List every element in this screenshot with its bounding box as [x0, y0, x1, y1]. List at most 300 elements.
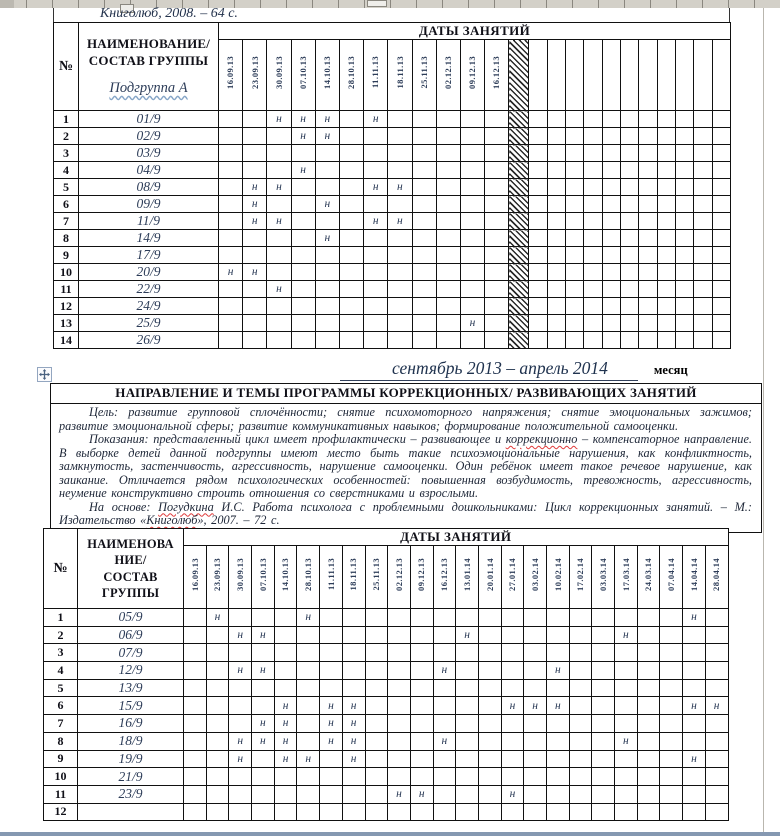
attendance-cell: н — [683, 697, 706, 715]
empty-cell — [620, 145, 638, 162]
paragraph-text: представленный цикл имеет профилактически – развивающее и — [153, 432, 506, 446]
empty-cell — [602, 162, 620, 179]
paragraph-lead: Цель: — [89, 405, 129, 419]
group-code-cell: 26/9 — [79, 332, 219, 349]
date-header-cell — [436, 40, 460, 111]
attendance-cell — [637, 732, 660, 750]
attendance-cell — [342, 662, 365, 680]
attendance-cell: н — [229, 732, 252, 750]
attendance-cell — [388, 803, 411, 821]
hatched-column-cell — [509, 264, 529, 281]
attendance-cell — [524, 662, 547, 680]
date-label: 11.11.13 — [370, 56, 381, 89]
attendance-cell — [388, 281, 412, 298]
attendance-cell — [705, 803, 728, 821]
empty-cell — [602, 213, 620, 230]
attendance-cell — [291, 213, 315, 230]
empty-cell — [529, 264, 547, 281]
empty-cell — [694, 315, 712, 332]
attendance-cell — [615, 750, 638, 768]
date-header-cell — [412, 40, 436, 111]
attendance-cell — [315, 145, 339, 162]
attendance-cell — [660, 644, 683, 662]
attendance-cell — [637, 679, 660, 697]
attendance-cell: н — [320, 697, 343, 715]
attendance-cell — [485, 145, 509, 162]
attendance-cell — [436, 128, 460, 145]
date-header-cell — [252, 546, 275, 609]
attendance-cell — [460, 111, 484, 128]
attendance-cell — [267, 298, 291, 315]
attendance-cell — [219, 111, 243, 128]
date-label: 03.02.14 — [529, 558, 540, 591]
attendance-cell — [252, 803, 275, 821]
empty-column-header-cell — [602, 40, 620, 111]
attendance-cell — [339, 247, 363, 264]
row-number-header: № — [54, 23, 79, 111]
group-code-cell: 18/9 — [78, 732, 184, 750]
attendance-cell: н — [252, 732, 275, 750]
attendance-cell — [524, 732, 547, 750]
attendance-cell — [297, 662, 320, 680]
attendance-cell — [524, 803, 547, 821]
date-header-cell — [637, 546, 660, 609]
attendance-cell — [252, 697, 275, 715]
attendance-cell — [547, 715, 570, 733]
empty-cell — [657, 298, 675, 315]
empty-cell — [584, 145, 602, 162]
attendance-cell — [436, 196, 460, 213]
attendance-cell — [569, 715, 592, 733]
attendance-cell — [683, 679, 706, 697]
attendance-cell — [433, 768, 456, 786]
empty-cell — [584, 213, 602, 230]
attendance-cell: н — [267, 281, 291, 298]
attendance-cell — [243, 111, 267, 128]
attendance-cell — [297, 785, 320, 803]
attendance-cell — [297, 715, 320, 733]
empty-cell — [529, 230, 547, 247]
attendance-cell — [388, 264, 412, 281]
attendance-cell — [339, 230, 363, 247]
attendance-cell: н — [410, 785, 433, 803]
paragraph-text: – компенсаторное направление. В выборке детей данной подгруппы имеют место быть такие психоэмоциональные нарушения, как конфликтность, замкнутость, застенчивость, агрессивность, нарушение самооценки. Один ребёнок имеет такое речевое нарушение, как заикание. Отличается рядом психологических особенностей: повышенная возбудимость, тревожность, агрессивность, неумение конструктивно строить отношения со сверстниками и взрослыми. — [59, 432, 752, 500]
attendance-cell: н — [315, 111, 339, 128]
empty-cell — [547, 247, 565, 264]
group-code-cell: 08/9 — [79, 179, 219, 196]
date-header-cell — [365, 546, 388, 609]
empty-column-header-cell — [565, 40, 583, 111]
attendance-cell — [705, 679, 728, 697]
attendance-cell — [485, 332, 509, 349]
attendance-cell — [524, 626, 547, 644]
empty-cell — [529, 179, 547, 196]
empty-cell — [694, 230, 712, 247]
empty-cell — [547, 128, 565, 145]
empty-cell — [565, 298, 583, 315]
table-move-handle-icon[interactable] — [37, 367, 52, 382]
attendance-cell — [243, 315, 267, 332]
attendance-cell: н — [297, 609, 320, 627]
attendance-cell — [705, 750, 728, 768]
attendance-cell: н — [388, 785, 411, 803]
empty-cell — [676, 179, 694, 196]
date-label: 02.12.13 — [443, 56, 454, 89]
empty-cell — [602, 281, 620, 298]
date-label: 28.04.14 — [711, 558, 722, 591]
attendance-cell — [339, 315, 363, 332]
attendance-cell: н — [267, 213, 291, 230]
attendance-cell — [297, 803, 320, 821]
date-header-cell — [267, 40, 291, 111]
attendance-cell — [364, 315, 388, 332]
attendance-cell — [456, 803, 479, 821]
empty-cell — [565, 128, 583, 145]
empty-cell — [639, 264, 657, 281]
attendance-cell: н — [274, 750, 297, 768]
attendance-cell — [388, 247, 412, 264]
attendance-cell — [342, 803, 365, 821]
empty-cell — [657, 213, 675, 230]
group-name-header-line: НИЕ/ — [114, 553, 147, 568]
table-row — [54, 128, 731, 145]
attendance-cell — [291, 179, 315, 196]
attendance-cell — [478, 750, 501, 768]
attendance-cell — [501, 768, 524, 786]
row-number-cell: 10 — [44, 768, 78, 786]
table-row — [54, 162, 731, 179]
attendance-cell — [267, 247, 291, 264]
empty-cell — [694, 128, 712, 145]
attendance-cell — [436, 281, 460, 298]
row-number-cell: 6 — [54, 196, 79, 213]
month-range: сентябрь 2013 – апрель 2014 — [340, 358, 638, 381]
ruler-corner — [0, 0, 14, 8]
empty-cell — [712, 247, 730, 264]
attendance-cell — [592, 768, 615, 786]
attendance-cell — [297, 679, 320, 697]
date-header-cell — [478, 546, 501, 609]
attendance-cell — [436, 247, 460, 264]
attendance-cell: н — [683, 750, 706, 768]
attendance-cell — [410, 626, 433, 644]
table-row — [44, 697, 729, 715]
attendance-cell — [705, 644, 728, 662]
attendance-cell — [252, 750, 275, 768]
empty-column-header-cell — [529, 40, 547, 111]
attendance-cell — [291, 196, 315, 213]
attendance-cell — [460, 264, 484, 281]
attendance-cell — [683, 785, 706, 803]
attendance-cell — [637, 662, 660, 680]
attendance-cell — [436, 332, 460, 349]
attendance-cell — [569, 750, 592, 768]
hatched-column-cell — [509, 196, 529, 213]
row-number-cell: 5 — [44, 679, 78, 697]
row-number-cell: 11 — [54, 281, 79, 298]
date-header-cell — [433, 546, 456, 609]
empty-cell — [676, 332, 694, 349]
date-label: 16.12.13 — [491, 56, 502, 89]
reference-line: Книголюб, 2008. – 64 с. — [100, 6, 238, 21]
ruler-column-marker[interactable] — [367, 0, 387, 7]
attendance-cell — [291, 298, 315, 315]
misspelled-word: Книголюб — [146, 513, 198, 527]
empty-cell — [620, 264, 638, 281]
attendance-cell — [206, 662, 229, 680]
empty-cell — [547, 264, 565, 281]
empty-cell — [639, 315, 657, 332]
empty-cell — [547, 332, 565, 349]
attendance-cell — [206, 644, 229, 662]
attendance-cell — [364, 247, 388, 264]
date-label: 09.12.13 — [416, 558, 427, 591]
empty-cell — [712, 298, 730, 315]
attendance-cell — [660, 732, 683, 750]
attendance-cell — [365, 750, 388, 768]
empty-cell — [657, 332, 675, 349]
date-header-cell — [660, 546, 683, 609]
attendance-cell — [592, 715, 615, 733]
attendance-cell — [342, 679, 365, 697]
attendance-cell: н — [342, 732, 365, 750]
attendance-cell — [524, 609, 547, 627]
empty-cell — [712, 281, 730, 298]
attendance-cell: н — [274, 715, 297, 733]
paragraph-text: развитие групповой сплочённости; снятие психомоторного напряжения; снятие эмоциональных зажимов; развитие эмоциональной сферы; развитие коммуникативных навыков; формирование положительной самооценки. — [59, 405, 752, 433]
empty-cell — [712, 162, 730, 179]
attendance-cell — [388, 715, 411, 733]
attendance-cell — [433, 679, 456, 697]
attendance-cell — [485, 196, 509, 213]
program-paragraph — [59, 406, 752, 433]
table-row — [44, 715, 729, 733]
attendance-cell — [315, 162, 339, 179]
attendance-cell — [460, 179, 484, 196]
attendance-cell — [436, 230, 460, 247]
attendance-cell — [320, 785, 343, 803]
attendance-cell — [320, 679, 343, 697]
attendance-cell — [229, 803, 252, 821]
empty-cell — [620, 230, 638, 247]
attendance-cell — [524, 785, 547, 803]
attendance-cell — [410, 644, 433, 662]
empty-cell — [657, 196, 675, 213]
attendance-cell — [274, 644, 297, 662]
date-label: 11.11.13 — [325, 558, 336, 591]
attendance-cell — [460, 230, 484, 247]
date-header-cell — [339, 40, 363, 111]
attendance-cell — [592, 626, 615, 644]
attendance-cell — [460, 298, 484, 315]
table-row — [44, 785, 729, 803]
attendance-cell — [320, 768, 343, 786]
empty-cell — [676, 230, 694, 247]
attendance-cell — [683, 715, 706, 733]
empty-cell — [657, 111, 675, 128]
attendance-cell — [219, 145, 243, 162]
program-paragraph — [59, 501, 752, 528]
attendance-cell — [524, 644, 547, 662]
attendance-cell — [412, 162, 436, 179]
attendance-cell — [206, 803, 229, 821]
attendance-cell: н — [547, 662, 570, 680]
table-row — [44, 750, 729, 768]
empty-cell — [620, 281, 638, 298]
attendance-cell — [388, 626, 411, 644]
attendance-cell: н — [364, 179, 388, 196]
attendance-cell — [412, 247, 436, 264]
date-label: 25.11.13 — [418, 56, 429, 89]
attendance-cell — [433, 697, 456, 715]
attendance-cell — [206, 785, 229, 803]
date-label: 14.10.13 — [322, 56, 333, 89]
group-code-cell: 09/9 — [79, 196, 219, 213]
attendance-cell: н — [315, 196, 339, 213]
date-label: 28.10.13 — [303, 558, 314, 591]
attendance-cell — [184, 785, 207, 803]
date-header-cell — [683, 546, 706, 609]
attendance-cell — [478, 697, 501, 715]
table-row — [44, 768, 729, 786]
attendance-cell — [456, 609, 479, 627]
attendance-cell — [252, 679, 275, 697]
attendance-cell: н — [364, 213, 388, 230]
attendance-cell: н — [291, 111, 315, 128]
attendance-cell — [364, 264, 388, 281]
attendance-cell — [219, 162, 243, 179]
group-name-header — [79, 23, 219, 111]
attendance-cell: н — [342, 697, 365, 715]
attendance-cell — [460, 196, 484, 213]
empty-cell — [565, 332, 583, 349]
attendance-cell — [485, 128, 509, 145]
attendance-cell — [267, 145, 291, 162]
date-header-cell — [342, 546, 365, 609]
row-number-cell: 4 — [44, 662, 78, 680]
attendance-cell — [184, 626, 207, 644]
attendance-cell: н — [342, 750, 365, 768]
attendance-cell — [410, 609, 433, 627]
hatched-column-cell — [509, 40, 529, 111]
empty-cell — [529, 281, 547, 298]
attendance-cell — [243, 128, 267, 145]
empty-cell — [639, 111, 657, 128]
empty-cell — [584, 162, 602, 179]
date-label: 23.09.13 — [249, 56, 260, 89]
attendance-cell — [478, 644, 501, 662]
attendance-cell — [315, 247, 339, 264]
date-header-cell — [364, 40, 388, 111]
empty-cell — [712, 230, 730, 247]
date-header-cell — [460, 40, 484, 111]
attendance-cell — [456, 768, 479, 786]
attendance-cell — [705, 662, 728, 680]
attendance-cell — [637, 803, 660, 821]
empty-column-header-cell — [547, 40, 565, 111]
row-number-cell: 2 — [44, 626, 78, 644]
attendance-cell — [569, 732, 592, 750]
date-label: 02.12.13 — [393, 558, 404, 591]
attendance-cell — [592, 679, 615, 697]
attendance-cell — [388, 662, 411, 680]
attendance-cell — [460, 247, 484, 264]
empty-cell — [620, 213, 638, 230]
attendance-cell — [184, 679, 207, 697]
attendance-cell — [388, 128, 412, 145]
attendance-cell — [412, 230, 436, 247]
empty-cell — [565, 145, 583, 162]
group-code-cell: 13/9 — [78, 679, 184, 697]
attendance-cell — [660, 715, 683, 733]
attendance-cell — [219, 332, 243, 349]
date-label: 24.03.14 — [643, 558, 654, 591]
attendance-cell — [219, 281, 243, 298]
empty-cell — [639, 162, 657, 179]
hatched-column-cell — [509, 247, 529, 264]
empty-cell — [584, 315, 602, 332]
group-code-cell: 15/9 — [78, 697, 184, 715]
attendance-cell — [660, 697, 683, 715]
attendance-cell — [705, 609, 728, 627]
date-label: 18.11.13 — [394, 56, 405, 89]
date-label: 07.04.14 — [666, 558, 677, 591]
attendance-cell — [320, 803, 343, 821]
empty-cell — [639, 128, 657, 145]
empty-cell — [602, 196, 620, 213]
attendance-cell — [388, 145, 412, 162]
attendance-cell — [460, 128, 484, 145]
group-name-header-line: НАИМЕНОВАНИЕ/ — [86, 36, 211, 52]
attendance-cell: н — [315, 128, 339, 145]
attendance-cell: н — [615, 732, 638, 750]
empty-cell — [657, 315, 675, 332]
attendance-cell — [705, 768, 728, 786]
table-row — [54, 230, 731, 247]
attendance-cell — [456, 644, 479, 662]
empty-cell — [676, 213, 694, 230]
attendance-cell — [364, 196, 388, 213]
attendance-cell — [569, 768, 592, 786]
attendance-cell — [615, 803, 638, 821]
subgroup-label: Подгруппа А — [109, 79, 188, 96]
date-header-cell — [297, 546, 320, 609]
empty-cell — [602, 128, 620, 145]
attendance-cell — [274, 785, 297, 803]
attendance-cell — [485, 247, 509, 264]
hatched-column-cell — [509, 179, 529, 196]
attendance-cell — [339, 111, 363, 128]
empty-cell — [657, 128, 675, 145]
date-label: 30.09.13 — [273, 56, 284, 89]
empty-cell — [565, 315, 583, 332]
row-number-cell: 10 — [54, 264, 79, 281]
attendance-cell — [412, 111, 436, 128]
attendance-cell: н — [252, 715, 275, 733]
attendance-cell — [219, 247, 243, 264]
attendance-cell — [569, 662, 592, 680]
empty-cell — [584, 281, 602, 298]
table-row — [54, 315, 731, 332]
empty-cell — [620, 332, 638, 349]
date-label: 13.01.14 — [461, 558, 472, 591]
attendance-cell — [267, 230, 291, 247]
date-header-cell — [291, 40, 315, 111]
empty-cell — [712, 315, 730, 332]
empty-cell — [620, 128, 638, 145]
attendance-cell — [460, 281, 484, 298]
attendance-cell — [501, 715, 524, 733]
